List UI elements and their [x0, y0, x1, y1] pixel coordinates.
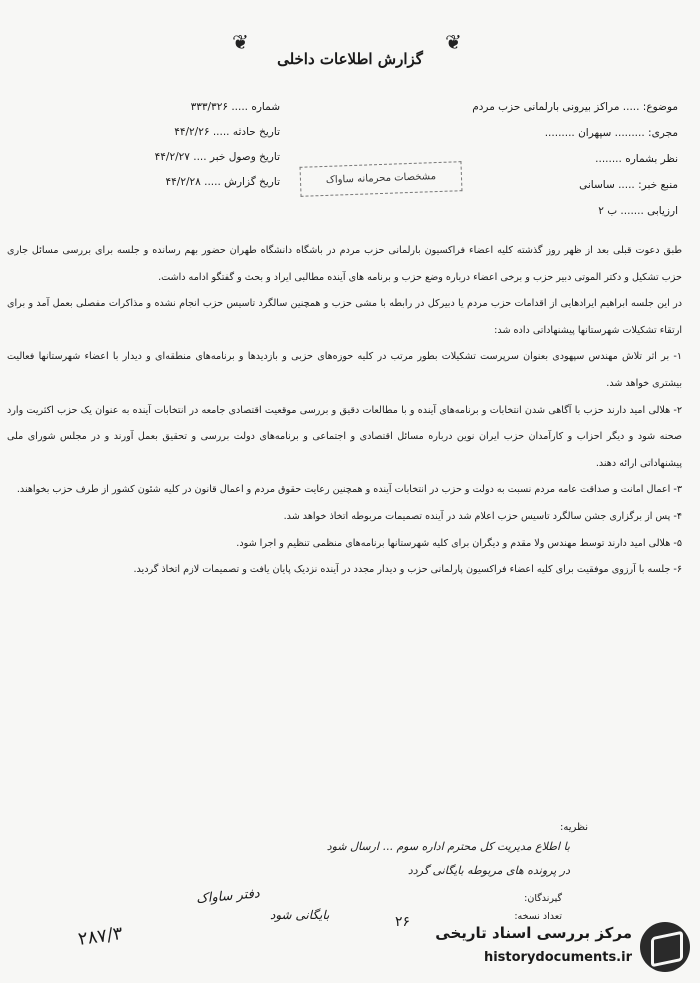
body-paragraph: ۵- هلالی امید دارند توسط مهندس ولا مقدم و دیگران برای کلیه شهرستانها برنامه‌های منظمی تنظیم و اجرا شود. [236, 537, 682, 549]
body-paragraph: ۱- بر اثر تلاش مهندس سپهودی بعنوان سرپرست تشکیلات بطور مرتب در کلیه حوزه‌های حزبی و بازدیدها و برنامه‌های منطقه‌ای و دیدار با اعضاء شهرستانها فعالیت بیشتری خواهد شد. [7, 351, 682, 389]
subject-line: موضوع: ..... مراکز بیرونی بارلمانی حزب مردم [472, 101, 678, 113]
document-center-logo-icon [640, 922, 690, 972]
receipt-date-line: تاریخ وصول خبر .... ۴۴/۲/۲۷ [154, 151, 280, 163]
number-line: شماره ..... ۳۳۳/۳۲۶ [190, 101, 280, 113]
body-paragraph: ۲- هلالی امید دارند حزب با آگاهی شدن انتخابات و برنامه‌های آینده و با مطالعات دقیق و بررسی موقعیت اقتصادی جامعه در انتخابات آینده به عنوان یک حزب اکثریت وارد صحنه شود و دیگر احزاب و کارآمدان حزب ایران نوین درباره مسائل اقتصادی و اجتماعی و برنامه‌های دولت بررسی و تحقیق بعمل آورند و در مجلس شورای ملی پیشنهاداتی ارائه دهند. [7, 404, 682, 469]
event-date-line: تاریخ حادثه ..... ۴۴/۲/۲۶ [174, 126, 280, 138]
signature: دفتر ساواک [195, 886, 261, 907]
source-of-news-line: منبع خبر: ..... ساسانی [579, 179, 678, 191]
source-line: مجری: ......... سپهران ......... [544, 127, 678, 139]
document-title: گزارش اطلاعات داخلی [277, 50, 423, 68]
signature-number: ۲۸۷/۳ [76, 922, 124, 951]
header-left-block [90, 96, 280, 196]
logo-title: مرکز بررسی اسناد تاریخی [435, 924, 632, 942]
header-right-block [348, 96, 678, 226]
copy-count-value: ۲۶ [395, 914, 411, 930]
copy-count-label: تعداد نسخه: [514, 911, 562, 922]
body-paragraph: در این جلسه ابراهیم ایرادهایی از اقدامات حزب مردم یا دبیرکل در رابطه با مشی حزب و همچنین سالگرد تاسیس حزب انجام نشده و مذاکرات مفصلی بعمل آمد و برای ارتقاء تشکیلات شهرستانها پیشنهاداتی داده شد: [7, 298, 682, 336]
body-paragraph: طبق دعوت قبلی بعد از ظهر روز گذشته کلیه اعضاء فراکسیون بارلمانی حزب مردم در باشگاه دانشگاه طهران حضور بهم رسانده و جلسه برای بررسی مسائل جاری حزب تشکیل و دکتر الموتی دبیر حزب و برخی اعضاء درباره وضع حزب و برنامه های آینده مطالبی ایراد و بحث و گفتگو ادامه داشت. [7, 245, 682, 283]
report-date-line: تاریخ گزارش ..... ۴۴/۲/۲۸ [165, 176, 280, 188]
classification-stamp: مشخصات محرمانه ساواک [300, 161, 463, 197]
body-paragraph: ۴- پس از برگزاری جشن سالگرد تاسیس حزب اعلام شد در آینده تصمیمات مربوطه اتخاذ خواهد شد. [283, 510, 682, 522]
body-paragraph: ۳- اعمال امانت و صداقت عامه مردم نسبت به دولت و حزب در انتخابات آینده و همچنین رعایت حقوق مردم و اعمال قانون در کلیه شئون کشور از طرف حزب بخواهند. [16, 484, 682, 496]
body-paragraph: ۶- جلسه با آرزوی موفقیت برای کلیه اعضاء فراکسیون پارلمانی حزب و دیدار مجدد در آینده نزدیک پایان یافت و تصمیمات لازم اتخاذ گردید. [133, 564, 682, 576]
note-label: نظریه: [560, 822, 589, 833]
ornament-right: ❦ [445, 30, 462, 54]
archive-note: بایگانی شود [270, 908, 330, 922]
recipients-label: گیرندگان: [524, 893, 562, 904]
watermark-logo [380, 920, 690, 975]
ornament-left: ❦ [232, 30, 249, 54]
report-body [7, 238, 682, 584]
rating-line: ارزیابی ....... ب ۲ [598, 205, 678, 217]
logo-url: historydocuments.ir [483, 950, 632, 965]
info-number-line: نظر بشماره ........ [595, 153, 678, 165]
handwritten-note-line: در پرونده های مربوطه بایگانی گردد [407, 864, 570, 877]
handwritten-note-line: با اطلاع مدیریت کل محترم اداره سوم ... ارسال شود [326, 840, 570, 853]
